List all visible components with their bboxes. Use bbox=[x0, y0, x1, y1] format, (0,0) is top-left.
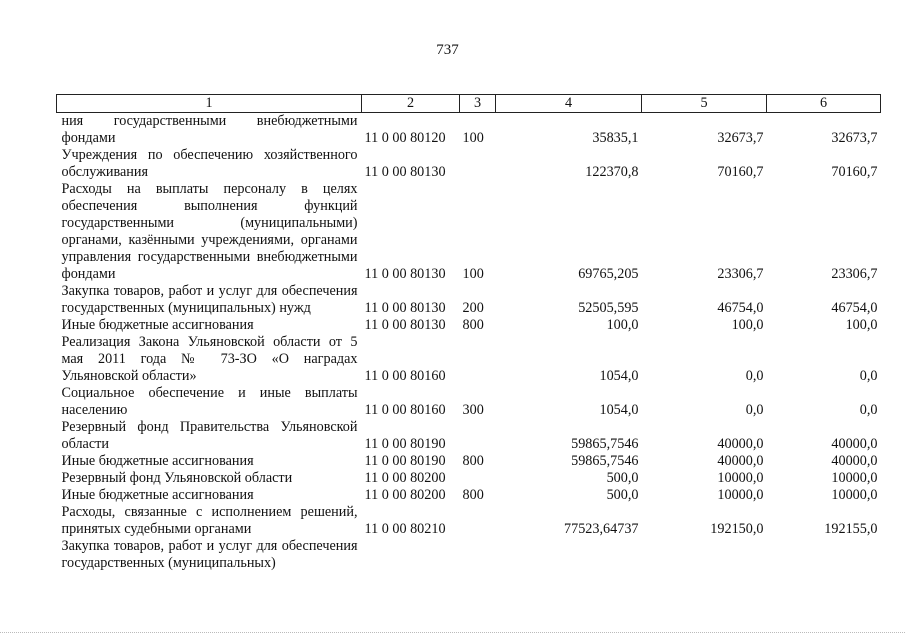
row-code bbox=[362, 538, 460, 572]
row-value-col5: 100,0 bbox=[731, 317, 764, 333]
row-value-col5: 23306,7 bbox=[717, 266, 764, 282]
table-row bbox=[57, 147, 881, 181]
row-value-col5: 0,0 bbox=[745, 368, 764, 384]
row-name: Закупка товаров, работ и услуг для обеспечения государственных (муниципальных) bbox=[61, 538, 358, 571]
row-value-col6: 70160,7 bbox=[831, 164, 878, 180]
row-expense-type: 100 bbox=[462, 266, 484, 282]
row-value-col4 bbox=[496, 538, 642, 572]
row-expense-type: 300 bbox=[462, 402, 484, 418]
table-row bbox=[57, 283, 881, 317]
row-name: Расходы на выплаты персоналу в целях обеспечения выполнения функций государственными (муниципальными) органами, казёнными учреждениями, органами управления государственными внебюджетными фондами bbox=[61, 181, 358, 282]
row-code: 11 0 00 80130 bbox=[364, 300, 446, 316]
page-number: 737 bbox=[436, 42, 459, 58]
budget-table bbox=[56, 94, 881, 572]
row-value-col5: 10000,0 bbox=[717, 487, 764, 503]
row-value-col5 bbox=[642, 538, 767, 572]
row-name: Иные бюджетные ассигнования bbox=[61, 317, 254, 333]
row-expense-type: 800 bbox=[462, 453, 484, 469]
row-value-col6: 10000,0 bbox=[831, 487, 878, 503]
row-value-col4: 122370,8 bbox=[585, 164, 639, 180]
row-code: 11 0 00 80210 bbox=[364, 521, 446, 537]
row-value-col6: 0,0 bbox=[859, 402, 878, 418]
table-row bbox=[57, 181, 881, 283]
row-name: Реализация Закона Ульяновской области от 5 мая 2011 года № 73-ЗО «О наградах Ульяновской области» bbox=[61, 334, 358, 384]
table-row bbox=[57, 113, 881, 148]
row-code: 11 0 00 80130 bbox=[364, 164, 446, 180]
row-name: Резервный фонд Ульяновской области bbox=[61, 470, 293, 486]
row-value-col5: 192150,0 bbox=[710, 521, 764, 537]
row-value-col5: 70160,7 bbox=[717, 164, 764, 180]
row-value-col6: 192155,0 bbox=[824, 521, 878, 537]
table-row bbox=[57, 470, 881, 487]
row-value-col6 bbox=[767, 538, 881, 572]
header-row bbox=[57, 95, 881, 113]
row-name: Иные бюджетные ассигнования bbox=[61, 453, 254, 469]
table-row bbox=[57, 317, 881, 334]
row-code: 11 0 00 80130 bbox=[364, 317, 446, 333]
row-name: Иные бюджетные ассигнования bbox=[61, 487, 254, 503]
row-value-col5: 40000,0 bbox=[717, 436, 764, 452]
table-row bbox=[57, 334, 881, 385]
row-expense-type bbox=[460, 470, 496, 487]
row-value-col4: 1054,0 bbox=[599, 402, 639, 418]
page-bottom-edge bbox=[0, 632, 905, 635]
column-header-1: 1 bbox=[57, 95, 362, 113]
row-value-col6: 10000,0 bbox=[831, 470, 878, 486]
table-row bbox=[57, 538, 881, 572]
column-header-6: 6 bbox=[767, 95, 881, 113]
row-code: 11 0 00 80190 bbox=[364, 436, 446, 452]
row-expense-type: 200 bbox=[462, 300, 484, 316]
row-value-col5: 0,0 bbox=[745, 402, 764, 418]
row-value-col4: 52505,595 bbox=[578, 300, 639, 316]
row-value-col4: 500,0 bbox=[606, 487, 639, 503]
row-expense-type bbox=[460, 419, 496, 453]
row-value-col6: 0,0 bbox=[859, 368, 878, 384]
row-value-col4: 500,0 bbox=[606, 470, 639, 486]
row-value-col6: 40000,0 bbox=[831, 453, 878, 469]
table-body bbox=[57, 113, 881, 573]
row-value-col6: 32673,7 bbox=[831, 130, 878, 146]
row-value-col4: 59865,7546 bbox=[571, 453, 639, 469]
row-expense-type bbox=[460, 538, 496, 572]
table-row bbox=[57, 504, 881, 538]
table-row bbox=[57, 419, 881, 453]
table-header bbox=[57, 95, 881, 113]
row-name: Расходы, связанные с исполнением решений, принятых судебными органами bbox=[61, 504, 358, 537]
row-code: 11 0 00 80190 bbox=[364, 453, 446, 469]
row-value-col4: 77523,64737 bbox=[564, 521, 639, 537]
row-value-col4: 59865,7546 bbox=[571, 436, 639, 452]
column-header-3: 3 bbox=[460, 95, 496, 113]
row-code: 11 0 00 80160 bbox=[364, 402, 446, 418]
row-value-col6: 40000,0 bbox=[831, 436, 878, 452]
table-row bbox=[57, 487, 881, 504]
row-value-col4: 100,0 bbox=[606, 317, 639, 333]
row-expense-type bbox=[460, 147, 496, 181]
row-code: 11 0 00 80130 bbox=[364, 266, 446, 282]
row-code: 11 0 00 80120 bbox=[364, 130, 446, 146]
row-name: Резервный фонд Правительства Ульяновской области bbox=[61, 419, 358, 452]
row-expense-type: 800 bbox=[462, 317, 484, 333]
table-row bbox=[57, 453, 881, 470]
row-value-col4: 69765,205 bbox=[578, 266, 639, 282]
row-code: 11 0 00 80200 bbox=[364, 487, 446, 503]
row-name: ния государственными внебюджетными фондами bbox=[61, 113, 358, 146]
row-value-col6: 46754,0 bbox=[831, 300, 878, 316]
row-value-col4: 35835,1 bbox=[592, 130, 639, 146]
row-value-col6: 100,0 bbox=[845, 317, 878, 333]
row-expense-type bbox=[460, 334, 496, 385]
row-expense-type: 800 bbox=[462, 487, 484, 503]
row-name: Закупка товаров, работ и услуг для обеспечения государственных (муниципальных) нужд bbox=[61, 283, 358, 316]
row-value-col4: 1054,0 bbox=[599, 368, 639, 384]
row-value-col5: 40000,0 bbox=[717, 453, 764, 469]
row-code: 11 0 00 80200 bbox=[364, 470, 446, 486]
row-name: Учреждения по обеспечению хозяйственного обслуживания bbox=[61, 147, 358, 180]
row-name: Социальное обеспечение и иные выплаты населению bbox=[61, 385, 358, 418]
row-value-col5: 32673,7 bbox=[717, 130, 764, 146]
column-header-4: 4 bbox=[496, 95, 642, 113]
column-header-2: 2 bbox=[362, 95, 460, 113]
row-value-col5: 10000,0 bbox=[717, 470, 764, 486]
row-value-col5: 46754,0 bbox=[717, 300, 764, 316]
table-row bbox=[57, 385, 881, 419]
row-expense-type bbox=[460, 504, 496, 538]
row-value-col6: 23306,7 bbox=[831, 266, 878, 282]
column-header-5: 5 bbox=[642, 95, 767, 113]
row-expense-type: 100 bbox=[462, 130, 484, 146]
row-code: 11 0 00 80160 bbox=[364, 368, 446, 384]
